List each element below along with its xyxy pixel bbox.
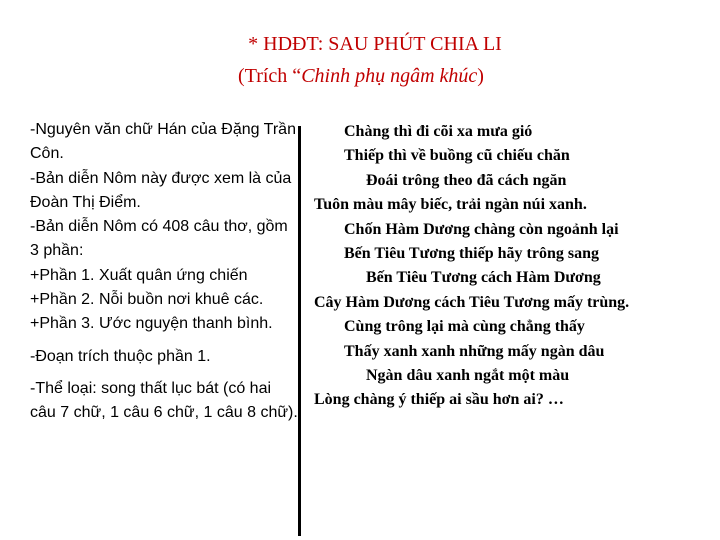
poem-line: Bến Tiêu Tương thiếp hãy trông sang (344, 244, 599, 262)
poem-line: Thấy xanh xanh những mấy ngàn dâu (344, 342, 605, 360)
poem-line: Bến Tiêu Tương cách Hàm Dương (366, 269, 601, 287)
note-item: -Đoạn trích thuộc phần 1. (30, 347, 211, 365)
poem-column (304, 120, 720, 413)
title-source (0, 60, 720, 92)
poem-line: Đoái trông theo đã cách ngăn (366, 171, 567, 189)
poem-line: Chàng thì đi cõi xa mưa gió (344, 123, 533, 140)
title-source-suffix: ) (477, 65, 484, 87)
note-item: -Thể loại: song thất lục bát (có hai câu 7 chữ, 1 câu 6 chữ, 1 câu 8 chữ). (30, 379, 298, 422)
title-block (0, 28, 720, 92)
note-item: +Phần 2. Nỗi buồn nơi khuê các. (30, 291, 264, 309)
notes-column (30, 118, 298, 426)
poem-line: Lòng chàng ý thiếp ai sầu hơn ai? … (314, 391, 564, 409)
title-source-work: Chinh phụ ngâm khúc (301, 65, 478, 87)
poem-line: Chốn Hàm Dương chàng còn ngoảnh lại (344, 220, 619, 238)
poem-line: Tuôn màu mây biếc, trải ngàn núi xanh. (314, 196, 587, 214)
title-source-prefix: (Trích “ (238, 65, 302, 87)
note-item: +Phần 1. Xuất quân ứng chiến (30, 266, 248, 284)
note-item: -Bản diễn Nôm này được xem là của Đoàn Thị Điểm. (30, 169, 292, 211)
title-heading: * HDĐT: SAU PHÚT CHIA LI (248, 33, 502, 55)
note-item: -Nguyên văn chữ Hán của Đặng Trần Côn. (30, 121, 296, 163)
poem-line: Cây Hàm Dương cách Tiêu Tương mấy trùng. (314, 293, 630, 311)
poem-line: Thiếp thì về buồng cũ chiếu chăn (344, 147, 570, 165)
column-divider (298, 126, 301, 536)
note-item: +Phần 3. Ước nguyện thanh bình. (30, 315, 273, 333)
note-item: -Bản diễn Nôm có 408 câu thơ, gồm 3 phần: (30, 218, 288, 260)
poem-line: Cùng trông lại mà cùng chẳng thấy (344, 318, 585, 336)
poem-line: Ngàn dâu xanh ngắt một màu (366, 366, 570, 384)
